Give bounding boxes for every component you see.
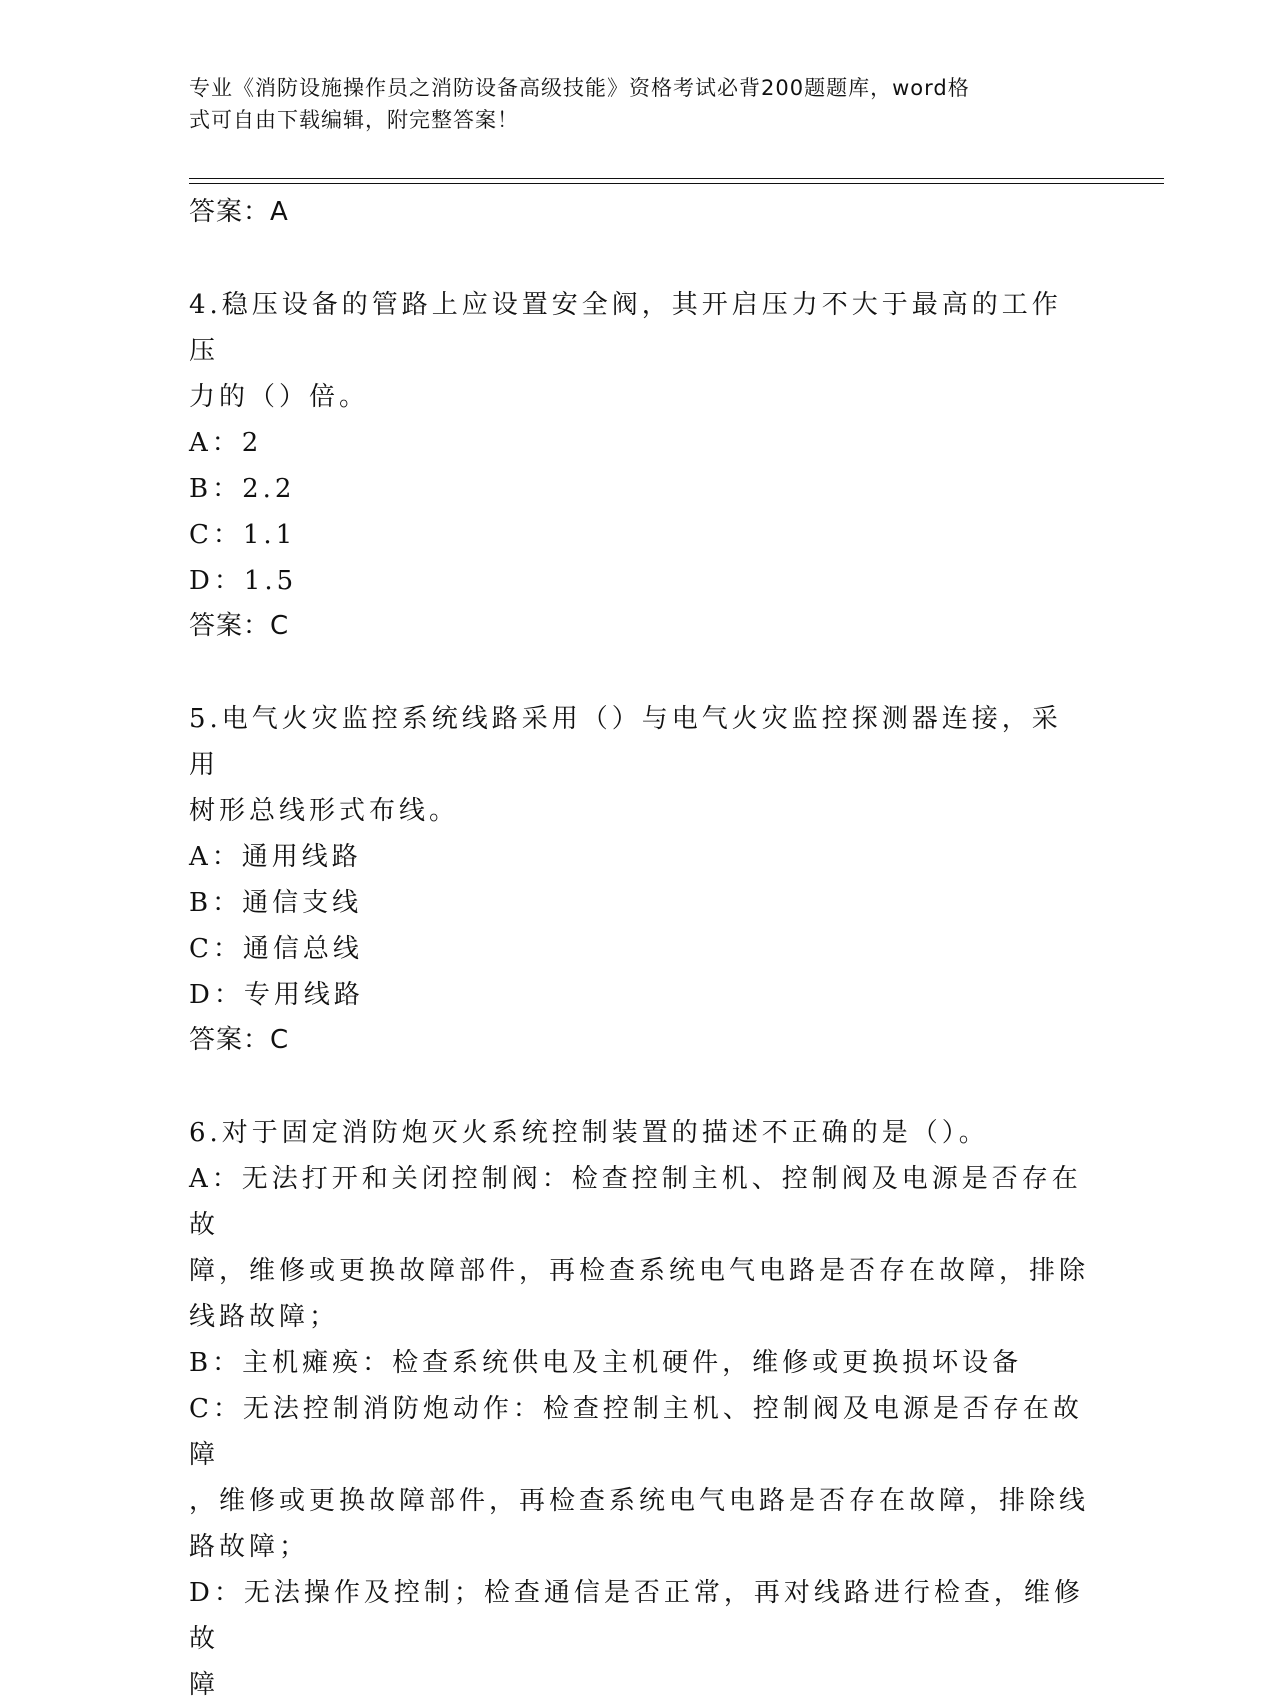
question-text-line: 4.稳压设备的管路上应设置安全阀，其开启压力不大于最高的工作压 [189,290,1062,366]
header-line-1: 专业《消防设施操作员之消防设备高级技能》资格考试必背200题题库，word格 [189,76,970,100]
header-divider-bottom [189,183,1164,184]
question-block-6 [189,1110,1089,1708]
answer-line: 答案：C [189,611,290,641]
option-b: B：2.2 [189,474,296,504]
option-b: B：通信支线 [189,888,363,918]
option-c-line: C：无法控制消防炮动作：检查控制主机、控制阀及电源是否存在故障 [189,1394,1083,1470]
option-c-line: 路故障； [189,1532,310,1562]
question-text-line: 6.对于固定消防炮灭火系统控制装置的描述不正确的是（）。 [189,1118,989,1148]
header-divider-top [189,178,1164,179]
question-block-4 [189,282,1089,648]
spacer [189,234,1089,282]
question-text-line: 5.电气火灾监控系统线路采用（）与电气火灾监控探测器连接，采用 [189,704,1062,780]
option-d-line: 障 [189,1670,220,1700]
option-b-line: B：主机瘫痪：检查系统供电及主机硬件，维修或更换损坏设备 [189,1348,1023,1378]
option-c: C：通信总线 [189,934,363,964]
option-a-line: 线路故障； [189,1302,340,1332]
document-header [189,72,1069,136]
option-a-line: A：无法打开和关闭控制阀：检查控制主机、控制阀及电源是否存在故 [189,1164,1082,1240]
previous-answer: 答案：A [189,197,289,227]
question-block-5 [189,696,1089,1062]
option-c-line: ，维修或更换故障部件，再检查系统电气电路是否存在故障，排除线 [189,1486,1090,1516]
answer-line: 答案：C [189,1025,290,1055]
option-a: A：2 [189,428,263,458]
option-c: C：1.1 [189,520,297,550]
question-text-line: 力的（）倍。 [189,382,370,412]
question-text-line: 树形总线形式布线。 [189,796,460,826]
document-body [189,190,1089,1708]
option-a-line: 障，维修或更换故障部件，再检查系统电气电路是否存在故障，排除 [189,1256,1090,1286]
spacer [189,648,1089,696]
option-d: D：专用线路 [189,980,364,1010]
option-a: A：通用线路 [189,842,362,872]
option-d: D：1.5 [189,566,298,596]
header-line-2: 式可自由下载编辑，附完整答案！ [189,108,519,132]
option-d-line: D：无法操作及控制；检查通信是否正常，再对线路进行检查，维修故 [189,1578,1084,1654]
spacer [189,1062,1089,1110]
